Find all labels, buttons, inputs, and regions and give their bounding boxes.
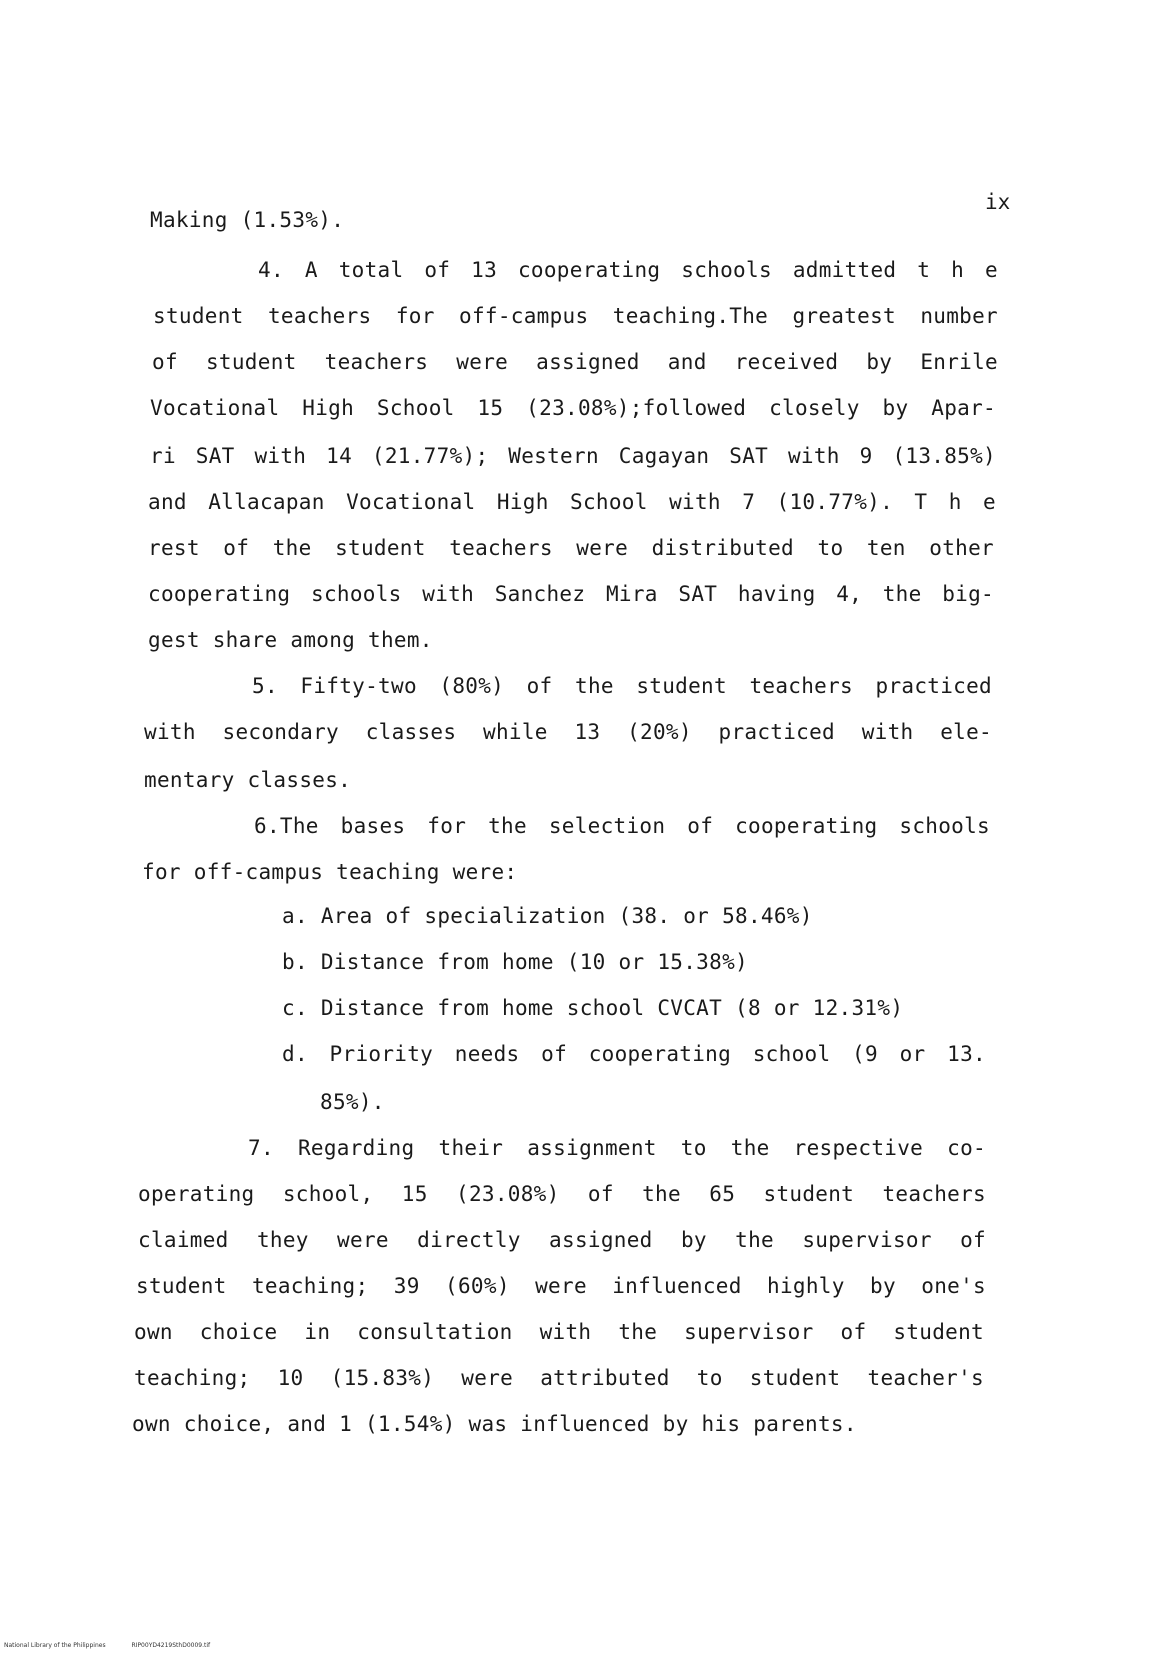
text-line: rest of the student teachers were distributed to ten other <box>148 536 994 560</box>
text-line: operating school, 15 (23.08%) of the 65 student teachers <box>138 1182 986 1206</box>
library-name: National Library of the Philippines <box>4 1642 106 1649</box>
text-line: 6.The bases for the selection of cooperating schools <box>254 814 990 838</box>
list-item: b. Distance from home (10 or 15.38%) <box>282 950 748 974</box>
text-line: gest share among them. <box>148 628 433 652</box>
list-item: a. Area of specialization (38. or 58.46%) <box>282 904 813 928</box>
text-line: 4. A total of 13 cooperating schools admitted t h e <box>258 258 998 282</box>
text-line: own choice in consultation with the supervisor of student <box>134 1320 984 1344</box>
text-line: with secondary classes while 13 (20%) practiced with ele- <box>144 720 992 744</box>
text-line: mentary classes. <box>144 768 352 792</box>
text-line: teaching; 10 (15.83%) were attributed to student teacher's <box>134 1366 984 1390</box>
text-line: ri SAT with 14 (21.77%); Western Cagayan SAT with 9 (13.85%) <box>150 444 996 468</box>
text-line: student teaching; 39 (60%) were influenced highly by one's <box>136 1274 986 1298</box>
file-name: RIP00YD4219SthD0009.tif <box>131 1642 211 1649</box>
text-line: claimed they were directly assigned by the supervisor of <box>138 1228 986 1252</box>
text-line: student teachers for off-campus teaching.The greatest number <box>153 304 998 328</box>
scan-footer <box>4 1642 210 1649</box>
page-number: ix <box>985 190 1011 214</box>
list-item: c. Distance from home school CVCAT (8 or 12.31%) <box>282 996 904 1020</box>
list-item: d. Priority needs of cooperating school (9 or 13. <box>282 1042 986 1066</box>
text-line: for off-campus teaching were: <box>142 860 518 884</box>
text-line: 5. Fifty-two (80%) of the student teachers practiced <box>252 674 992 698</box>
text-line: Vocational High School 15 (23.08%);followed closely by Apar- <box>150 396 996 420</box>
list-item: 85%). <box>320 1090 385 1114</box>
text-line: own choice, and 1 (1.54%) was influenced by his parents. <box>132 1412 857 1436</box>
text-line: 7. Regarding their assignment to the respective co- <box>248 1136 986 1160</box>
text-line: cooperating schools with Sanchez Mira SAT having 4, the big- <box>148 582 994 606</box>
text-line: Making (1.53%). <box>150 208 345 232</box>
text-line: and Allacapan Vocational High School with 7 (10.77%). T h e <box>148 490 996 514</box>
text-line: of student teachers were assigned and received by Enrile <box>152 350 998 374</box>
